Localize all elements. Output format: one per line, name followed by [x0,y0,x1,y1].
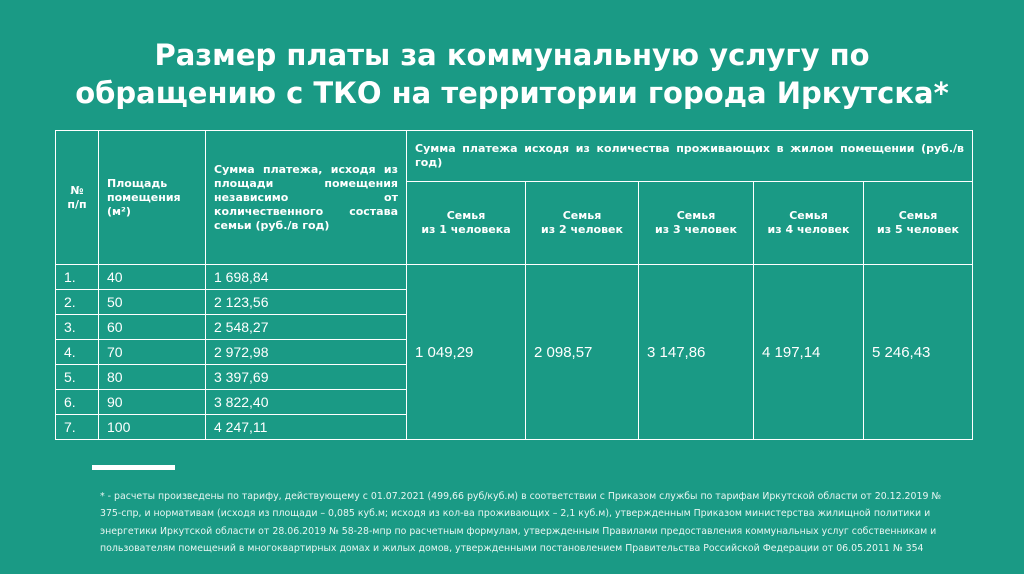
header-sum-by-area: Сумма платежа, исходя из площади помещения независимо от количественного состава семьи (руб./в год) [206,131,407,265]
cell-area: 100 [99,415,206,440]
header-family-4 [754,182,864,265]
tariff-table [55,130,973,440]
header-family-size: из 4 человек [767,223,850,236]
family-amount-4: 4 197,14 [754,265,864,440]
family-amount-3: 3 147,86 [639,265,754,440]
cell-num: 4. [56,340,99,365]
divider-bar [92,465,175,470]
header-family-size: из 5 человек [877,223,959,236]
title-line-2: обращению с ТКО на территории города Иркутска* [75,76,949,110]
cell-area: 60 [99,315,206,340]
page-title [0,36,1024,112]
cell-sum: 2 548,27 [206,315,407,340]
header-num: № п/п [56,131,99,265]
cell-sum: 4 247,11 [206,415,407,440]
header-family-label: Семья [676,209,716,222]
cell-sum: 3 822,40 [206,390,407,415]
family-amount-1: 1 049,29 [407,265,526,440]
header-family-2 [526,182,639,265]
header-family-size: из 2 человек [541,223,623,236]
cell-num: 6. [56,390,99,415]
header-family-1 [407,182,526,265]
header-area: Площадь помещения (м²) [99,131,206,265]
header-family-size: из 1 человека [421,223,511,236]
cell-area: 90 [99,390,206,415]
cell-sum: 2 123,56 [206,290,407,315]
cell-sum: 2 972,98 [206,340,407,365]
header-family-label: Семья [446,209,486,222]
header-family-3 [639,182,754,265]
cell-num: 3. [56,315,99,340]
cell-num: 1. [56,265,99,290]
footnote: * - расчеты произведены по тарифу, действующему с 01.07.2021 (499,66 руб/куб.м) в соответствии с Приказом службы по тарифам Иркутской области от 20.12.2019 № 375-спр, и нормативам (исходя из площади – 0,085 куб.м; исходя из кол-ва проживающих – 2,1 куб.м), утвержденным Приказом министерства жилищной политики и энергетики Иркутской области от 28.06.2019 № 58-28-мпр по расчетным формулам, утвержденным Правилами предоставления коммунальных услуг собственникам и пользователям помещений в многоквартирных домах и жилых домов, утвержденными постановлением Правительства Российской Федерации от 06.05.2011 № 354 [100,491,942,555]
cell-area: 70 [99,340,206,365]
title-line-1: Размер платы за коммунальную услугу по [154,38,870,72]
cell-sum: 3 397,69 [206,365,407,390]
cell-area: 80 [99,365,206,390]
header-family-size: из 3 человек [655,223,737,236]
family-amount-2: 2 098,57 [526,265,639,440]
cell-num: 2. [56,290,99,315]
cell-area: 40 [99,265,206,290]
header-family-label: Семья [898,209,938,222]
header-family-label: Семья [562,209,602,222]
header-family-label: Семья [789,209,828,222]
table-row [56,265,973,290]
family-amount-5: 5 246,43 [864,265,973,440]
cell-sum: 1 698,84 [206,265,407,290]
cell-area: 50 [99,290,206,315]
header-sum-by-residents: Сумма платежа исходя из количества проживающих в жилом помещении (руб./в год) [407,131,973,182]
header-family-5 [864,182,973,265]
cell-num: 5. [56,365,99,390]
cell-num: 7. [56,415,99,440]
